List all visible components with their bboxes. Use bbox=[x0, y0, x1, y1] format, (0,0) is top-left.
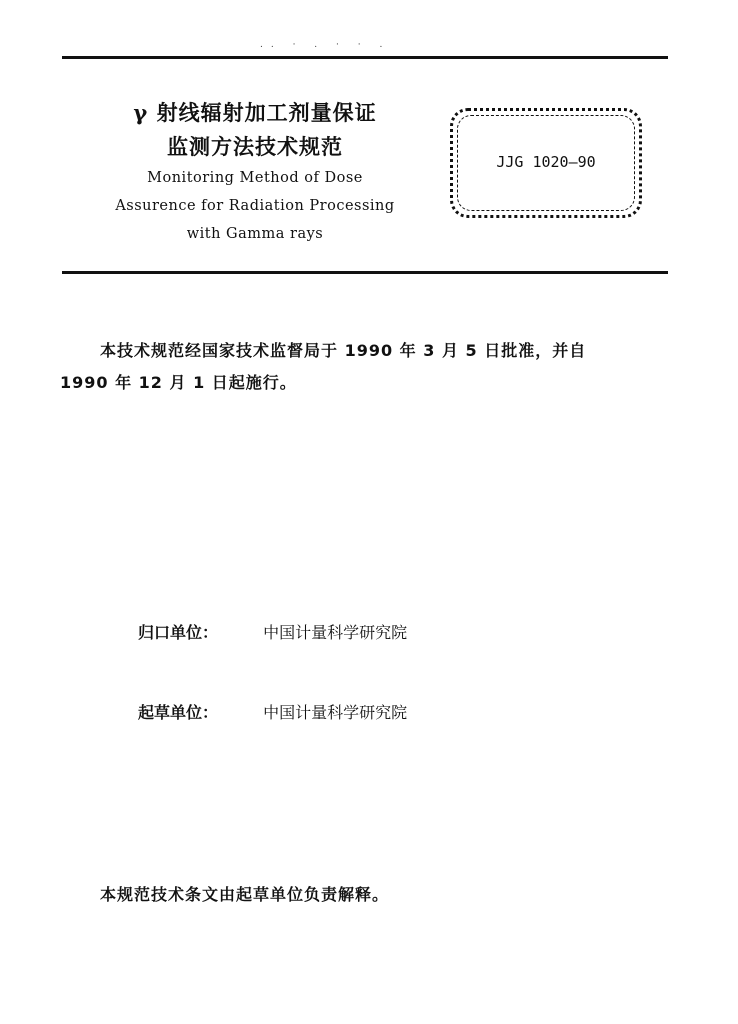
bottom-rule bbox=[62, 271, 668, 274]
approval-line2: 1990 年 12 月 1 日起施行。 bbox=[60, 373, 297, 392]
scan-specks: .. · . · · . bbox=[260, 40, 391, 50]
title-cn-line2: 监测方法技术规范 bbox=[167, 134, 343, 159]
interpretation-note: 本规范技术条文由起草单位负责解释。 bbox=[100, 885, 390, 904]
approval-statement bbox=[60, 335, 680, 399]
standard-code-box bbox=[450, 108, 642, 218]
title-en-line1: Monitoring Method of Dose bbox=[147, 170, 363, 186]
drafting-unit-row bbox=[138, 700, 407, 723]
responsible-unit-value: 中国计量科学研究院 bbox=[263, 623, 408, 642]
top-rule bbox=[62, 56, 668, 59]
approval-line1: 本技术规范经国家技术监督局于 1990 年 3 月 5 日批准，并自 bbox=[100, 341, 587, 360]
responsible-unit-row bbox=[138, 620, 407, 643]
title-block bbox=[70, 96, 440, 248]
responsible-unit-label: 归口单位： bbox=[138, 623, 219, 642]
drafting-unit-label: 起草单位： bbox=[138, 703, 219, 722]
title-en-line2: Assurence for Radiation Processing bbox=[115, 198, 395, 214]
title-cn-line1: γ 射线辐射加工剂量保证 bbox=[133, 100, 377, 125]
standard-code: JJG 1020—90 bbox=[496, 153, 596, 171]
title-en-line3: with Gamma rays bbox=[186, 226, 324, 242]
drafting-unit-value: 中国计量科学研究院 bbox=[263, 703, 408, 722]
